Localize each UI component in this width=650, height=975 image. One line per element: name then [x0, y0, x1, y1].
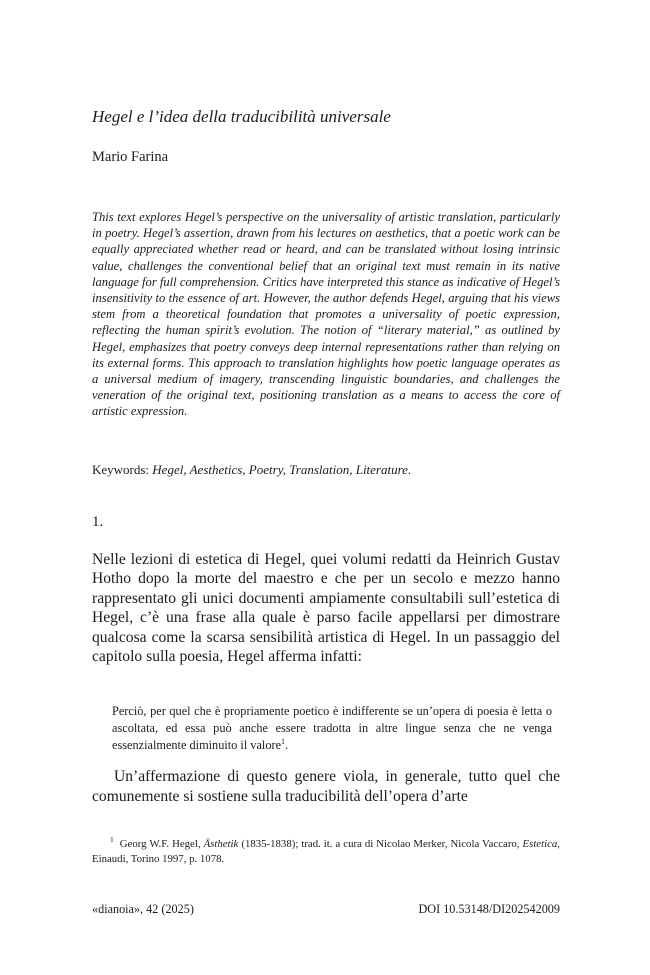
page-footer: [92, 901, 560, 917]
keywords-list: Hegel, Aesthetics, Poetry, Translation, Literature.: [152, 462, 412, 477]
body-paragraph-2: Un’affermazione di questo genere viola, in generale, tutto quel che comunemente si sostiene sulla traducibilità dell’opera d’arte: [92, 768, 560, 805]
keywords: [92, 461, 560, 479]
section-number: 1.: [92, 514, 104, 530]
footnote-number: 1: [110, 835, 114, 845]
journal-page: [92, 0, 560, 975]
block-quote: Perciò, per quel che è propriamente poetico è indifferente se un’opera di poesia è letta o ascoltata, ed essa può anche essere tradotta in altre lingue senza che ne venga essenzialmente diminuito il valore$^1$.: [112, 704, 552, 752]
footnote: [92, 837, 560, 867]
keywords-label: Keywords:: [92, 462, 150, 477]
journal-citation: «dianoia», 42 (2025): [92, 902, 194, 916]
footnote-part-1: Georg W.F. Hegel,: [119, 838, 201, 850]
body-paragraph-1: Nelle lezioni di estetica di Hegel, quei volumi redatti da Heinrich Gustav Hotho dopo la morte del maestro e che per un secolo e mezzo hanno rappresentato gli unici documenti ampiamente consultabili sull’estetica di Hegel, c’è una frase alla quale è parso facile appellarsi per dimostrare qualcosa come la scarsa sensibilità artistica di Hegel. In un passaggio del capitolo sulla poesia, Hegel afferma infatti:: [92, 551, 560, 666]
footnote-reference[interactable]: 1: [281, 736, 286, 746]
doi[interactable]: DOI 10.53148/DI202542009: [418, 902, 560, 916]
footnote-part-3: , Einaudi, Torino 1997, p. 1078.: [92, 838, 560, 865]
footnote-part-2: (1835-1838); trad. it. a cura di Nicolao Merker, Nicola Vaccaro,: [241, 838, 520, 850]
abstract: This text explores Hegel’s perspective on the universality of artistic translation, particularly in poetry. Hegel’s assertion, drawn from his lectures on aesthetics, that a poetic work can be equally appreciated whether read or heard, and can be translated without losing intrinsic value, challenges the conventional belief that an original text must remain in its native language for full comprehension. Critics have interpreted this stance as indicative of Hegel’s insensitivity to the essence of art. However, the author defends Hegel, arguing that his views stem from a theoretical foundation that promotes a universality of poetic expression, reflecting the human spirit’s evolution. The notion of “literary material,” as outlined by Hegel, emphasizes that poetry conveys deep internal representations rather than relying on its external forms. This approach to translation highlights how poetic language operates as a universal medium of imagery, transcending linguistic boundaries, and challenges the veneration of the original text, positioning translation as a means to access the core of artistic expression.: [92, 210, 560, 419]
footnote-work-2: Estetica: [522, 838, 558, 850]
quote-text: Perciò, per quel che è propriamente poetico è indifferente se un’opera di poesia è letta o ascoltata, ed essa può anche essere tradotta in altre lingue senza che ne venga essenzialmente diminuito il valore: [112, 704, 552, 752]
article-author: Mario Farina: [92, 149, 169, 165]
footnote-work-1: Ästhetik: [203, 838, 239, 850]
article-title: Hegel e l’idea della traducibilità universale: [92, 107, 391, 126]
